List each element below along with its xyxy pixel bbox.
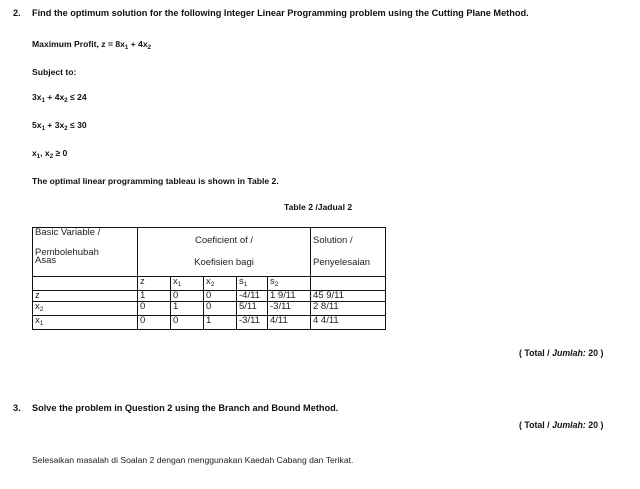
- constraint-1: $3x_1 + 4x_2 \le 24$: [32, 92, 87, 104]
- column-label-x1: $x_1$: [171, 277, 204, 291]
- table-cell: -3/11: [268, 302, 311, 316]
- table-cell: 0: [171, 291, 204, 302]
- row-basic-variable: $x_2$: [33, 302, 138, 316]
- subject-to-label: Subject to:: [32, 67, 77, 77]
- header-coefficient: Coeficient of / Koefisien bagi: [138, 228, 311, 277]
- constraint-2: $5x_1 + 3x_2 \le 30$: [32, 120, 87, 132]
- question-prompt: Find the optimum solution for the following Integer Linear Programming problem using the Cutting Plane Method.: [32, 8, 529, 18]
- optimal-tableau-text: The optimal linear programming tableau is shown in Table 2.: [32, 176, 279, 186]
- table-cell: -3/11: [237, 316, 268, 330]
- table-row: [33, 291, 386, 302]
- column-label-s2: $s_2$: [268, 277, 311, 291]
- table-row: [33, 316, 386, 330]
- table-cell: 0: [204, 291, 237, 302]
- table-cell: 4/11: [268, 316, 311, 330]
- total-marks-q3: ( Total / Jumlah: 20 ): [519, 420, 604, 430]
- simplex-tableau: [32, 227, 386, 330]
- table-row: [33, 302, 386, 316]
- header-solution: Solution / Penyelesaian: [311, 228, 386, 277]
- table-cell: 5/11: [237, 302, 268, 316]
- table-variable-row: [33, 277, 386, 291]
- table-cell: 1 9/11: [268, 291, 311, 302]
- question-number: 2.: [13, 8, 21, 18]
- total-marks-q2: ( Total / Jumlah: 20 ): [519, 348, 604, 358]
- table-header-row: [33, 228, 386, 277]
- row-solution: 45 9/11: [311, 291, 386, 302]
- table-caption: Table 2 /Jadual 2: [284, 202, 353, 212]
- header-basic-variable: Basic Variable / Pembolehubah Asas: [33, 228, 138, 277]
- malay-translation: Selesaikan masalah di Soalan 2 dengan menggunakan Kaedah Cabang dan Terikat.: [32, 455, 354, 465]
- question-number: 3.: [13, 403, 21, 413]
- column-label-z: z: [138, 277, 171, 291]
- table-cell: 1: [204, 316, 237, 330]
- table-cell: 1: [171, 302, 204, 316]
- table-cell: 0: [138, 302, 171, 316]
- table-cell: 0: [171, 316, 204, 330]
- column-label-s1: $s_1$: [237, 277, 268, 291]
- row-basic-variable: z: [33, 291, 138, 302]
- question-prompt: Solve the problem in Question 2 using the Branch and Bound Method.: [32, 403, 339, 413]
- row-basic-variable: $x_1$: [33, 316, 138, 330]
- table-cell: 0: [138, 316, 171, 330]
- table-cell: [33, 277, 138, 291]
- column-label-x2: $x_2$: [204, 277, 237, 291]
- table-cell: 0: [204, 302, 237, 316]
- row-solution: 4 4/11: [311, 316, 386, 330]
- table-cell: 1: [138, 291, 171, 302]
- constraint-nonnegativity: $x_1$, $x_2 \ge 0$: [32, 148, 68, 160]
- table-cell: [311, 277, 386, 291]
- row-solution: 2 8/11: [311, 302, 386, 316]
- table-cell: -4/11: [237, 291, 268, 302]
- objective-function: Maximum Profit, $z = 8x_1 + 4x_2$: [32, 39, 151, 51]
